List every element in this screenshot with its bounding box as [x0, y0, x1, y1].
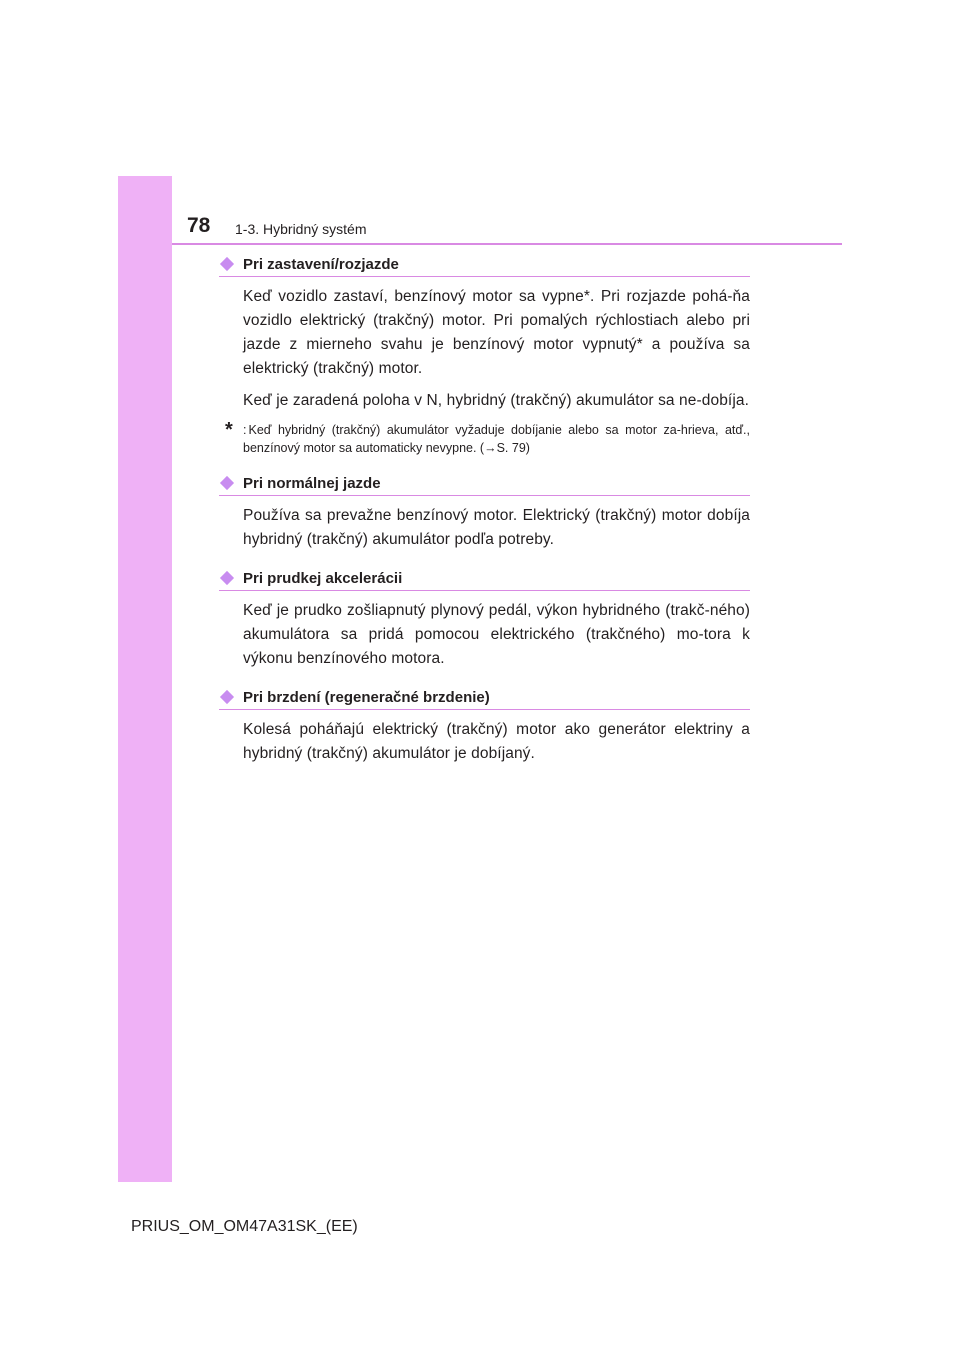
page-content — [219, 252, 750, 774]
document-code: PRIUS_OM_OM47A31SK_(EE) — [131, 1218, 358, 1235]
diamond-bullet-icon — [220, 571, 234, 585]
footnote-mark: * — [225, 419, 233, 441]
section-braking — [219, 685, 750, 766]
paragraph: Keď vozidlo zastaví, benzínový motor sa vypne*. Pri rozjazde pohá-ňa vozidlo elektrický (trakčný) motor. Pri pomalých rýchlostiach alebo pri jazde z mierneho svahu je benzínový motor vypnutý* a používa sa elektrický (trakčný) motor. — [243, 288, 750, 377]
diamond-bullet-icon — [220, 690, 234, 704]
header-rule — [172, 243, 842, 245]
chapter-title: 1-3. Hybridný systém — [235, 221, 367, 237]
paragraph: Keď je zaradená poloha v N, hybridný (trakčný) akumulátor sa ne-dobíja. — [243, 392, 749, 409]
section-acceleration — [219, 566, 750, 685]
footnote-text: : Keď hybridný (trakčný) akumulátor vyžaduje dobíjanie alebo sa motor za-hrieva, atď., benzínový motor sa automaticky nevypne. (→S. 79) — [243, 423, 750, 455]
section-heading — [219, 566, 750, 591]
section-heading-text: Pri brzdení (regeneračné brzdenie) — [243, 688, 490, 706]
section-heading — [219, 471, 750, 496]
paragraph: Keď je prudko zošliapnutý plynový pedál, výkon hybridného (trakč-ného) akumulátora sa pridá pomocou elektrického (trakčného) mo-tora k výkonu benzínového motora. — [243, 602, 750, 667]
section-heading-text: Pri normálnej jazde — [243, 474, 381, 492]
section-heading-text: Pri prudkej akcelerácii — [243, 569, 403, 587]
footnote-body: Keď hybridný (trakčný) akumulátor vyžaduje dobíjanie alebo sa motor za-hrieva, atď., benzínový motor sa automaticky nevypne. (→S. 79) — [243, 423, 750, 455]
side-tab — [118, 176, 172, 1182]
paragraph: Kolesá poháňajú elektrický (trakčný) motor ako generátor elektriny a hybridný (trakčný) akumulátor je dobíjaný. — [243, 721, 750, 762]
paragraph: Používa sa prevažne benzínový motor. Elektrický (trakčný) motor dobíja hybridný (trakčný) akumulátor podľa potreby. — [243, 507, 750, 548]
section-normal-driving — [219, 471, 750, 566]
diamond-bullet-icon — [220, 257, 234, 271]
page-number: 78 — [187, 214, 211, 237]
diamond-bullet-icon — [220, 476, 234, 490]
section-heading — [219, 685, 750, 710]
section-stop-start — [219, 252, 750, 457]
section-heading — [219, 252, 750, 277]
footnote — [225, 421, 750, 457]
section-heading-text: Pri zastavení/rozjazde — [243, 255, 399, 273]
